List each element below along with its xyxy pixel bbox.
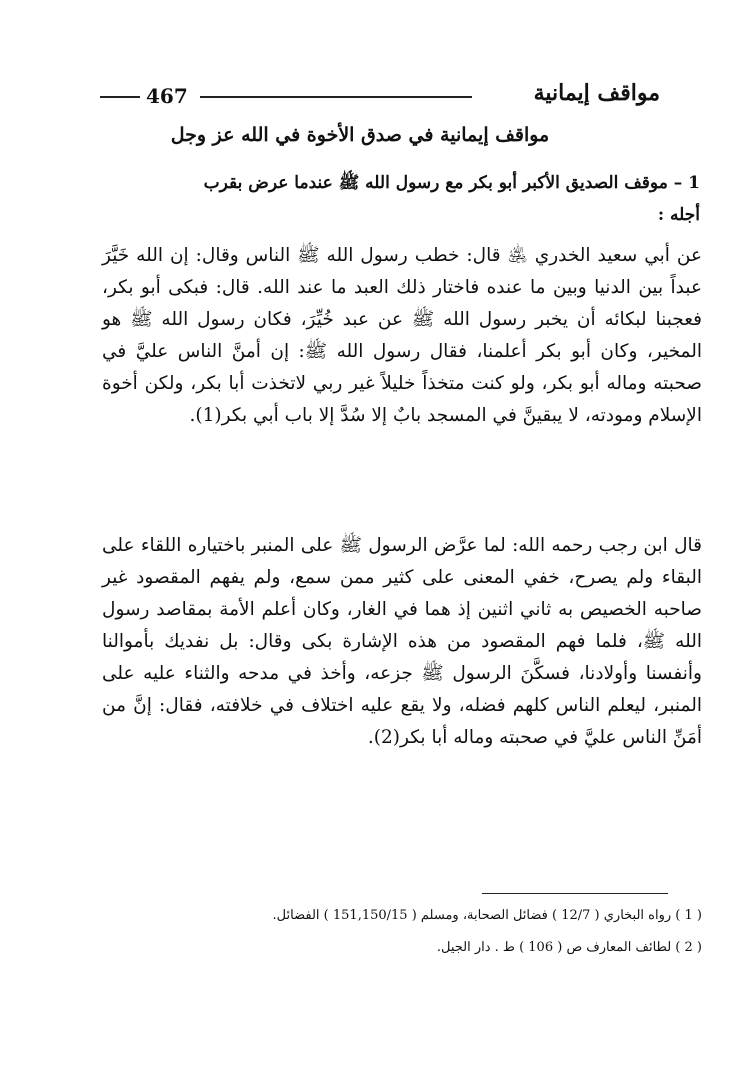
page-header [100,80,660,114]
running-title: مواقف إيمانية [533,80,660,106]
header-rule-left [100,96,140,98]
subtitle-line-2: أجله : [657,205,700,225]
footnote-separator [482,893,668,894]
footnote-2: ( 2 ) لطائف المعارف ص ( 106 ) ط . دار الجيل. [436,940,702,955]
section-title: مواقف إيمانية في صدق الأخوة في الله عز وجل [170,124,550,146]
paragraph-ibn-rajab: قال ابن رجب رحمه الله: لما عرَّض الرسول ﷺ على المنبر باختياره اللقاء على البقاء ولم يصرح، خفي المعنى على كثير ممن سمع، ولم يفهم المقصود غير صاحبه الخصيص به ثاني اثنين إذ هما في الغار، وكان أعلم الأمة بمقاصد رسول الله ﷺ، فلما فهم المقصود من هذه الإشارة بكى وقال: بل نفديك بأموالنا وأنفسنا وأولادنا، فسكَّنَ الرسول ﷺ جزعه، وأخذ في مدحه والثناء عليه على المنبر، ليعلم الناس كلهم فضله، ولا يقع عليه اختلاف في خلافته، فقال: إنَّ من أمَنِّ الناس عليَّ في صحبته وماله أبا بكر(2). [102,535,702,748]
header-rule-middle [200,96,472,98]
paragraph-hadith: عن أبي سعيد الخدري ﵁ قال: خطب رسول الله ﷺ الناس وقال: إن الله خَيَّرَ عبداً بين الدنيا وبين ما عنده فاختار ذلك العبد ما عند الله. قال: فبكى أبو بكر، فعجبنا لبكائه أن يخبر رسول الله ﷺ عن عبد خُيِّرَ، فكان رسول الله ﷺ هو المخير، وكان أبو بكر أعلمنا، فقال رسول الله ﷺ: إن أمنَّ الناس عليَّ في صحبته وماله أبو بكر، ولو كنت متخذاً خليلاً غير ربي لاتخذت أبا بكر، ولكن أخوة الإسلام ومودته، لا يبقينَّ في المسجد بابٌ إلا سُدَّ إلا باب أبي بكر(1). [102,245,702,426]
subtitle-line-1: 1 – موقف الصديق الأكبر أبو بكر مع رسول الله ﷺ عندما عرض بقرب [203,173,700,193]
page-number: 467 [146,84,188,108]
footnote-1: ( 1 ) رواه البخاري ( 12/7 ) فضائل الصحابة، ومسلم ( 151,150/15 ) الفضائل. [272,908,702,923]
